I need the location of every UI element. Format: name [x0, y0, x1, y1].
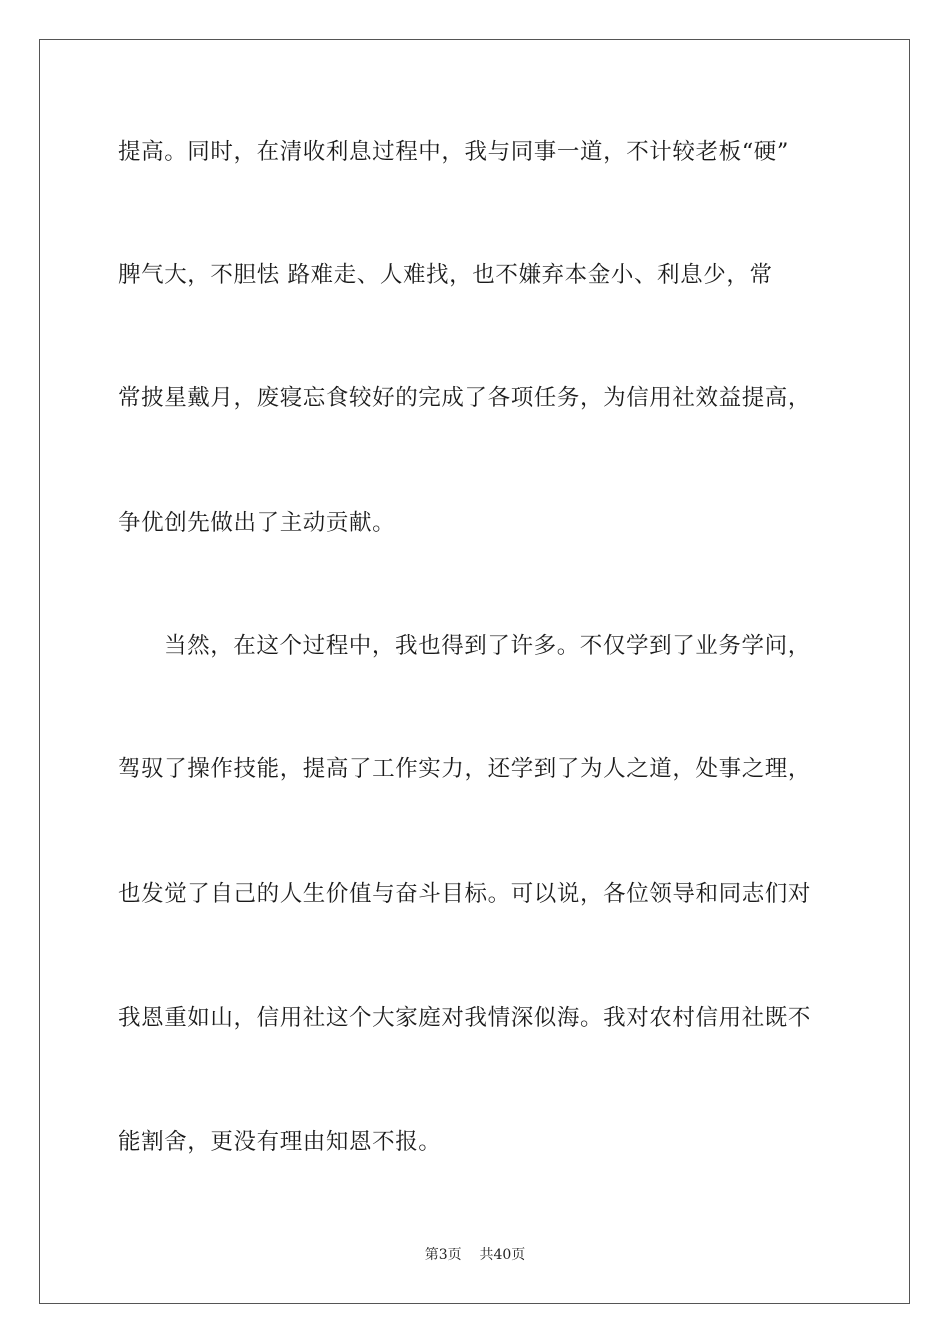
page-number: 第3页 — [424, 1247, 462, 1263]
text-line: 提高。同时，在清收利息过程中，我与同事一道，不计较老板“硬” — [118, 139, 790, 165]
page-border — [39, 39, 910, 1304]
paragraph-first-line: 当然，在这个过程中，我也得到了许多。不仅学到了业务学问， — [164, 633, 811, 659]
page-total: 共40页 — [479, 1247, 526, 1263]
text-line: 常披星戴月，废寝忘食较好的完成了各项任务，为信用社效益提高， — [118, 385, 812, 411]
text-line: 争优创先做出了主动贡献。 — [118, 510, 396, 536]
text-line: 也发觉了自己的人生价值与奋斗目标。可以说，各位领导和同志们对 — [118, 881, 812, 907]
text-line: 我恩重如山，信用社这个大家庭对我情深似海。我对农村信用社既不 — [118, 1005, 812, 1031]
text-line: 驾驭了操作技能，提高了工作实力，还学到了为人之道，处事之理， — [118, 756, 812, 782]
text-line: 脾气大，不胆怯 路难走、人难找，也不嫌弃本金小、利息少，常 — [118, 262, 773, 288]
text-line: 能割舍，更没有理由知恩不报。 — [118, 1129, 442, 1155]
page-footer — [0, 1245, 950, 1265]
